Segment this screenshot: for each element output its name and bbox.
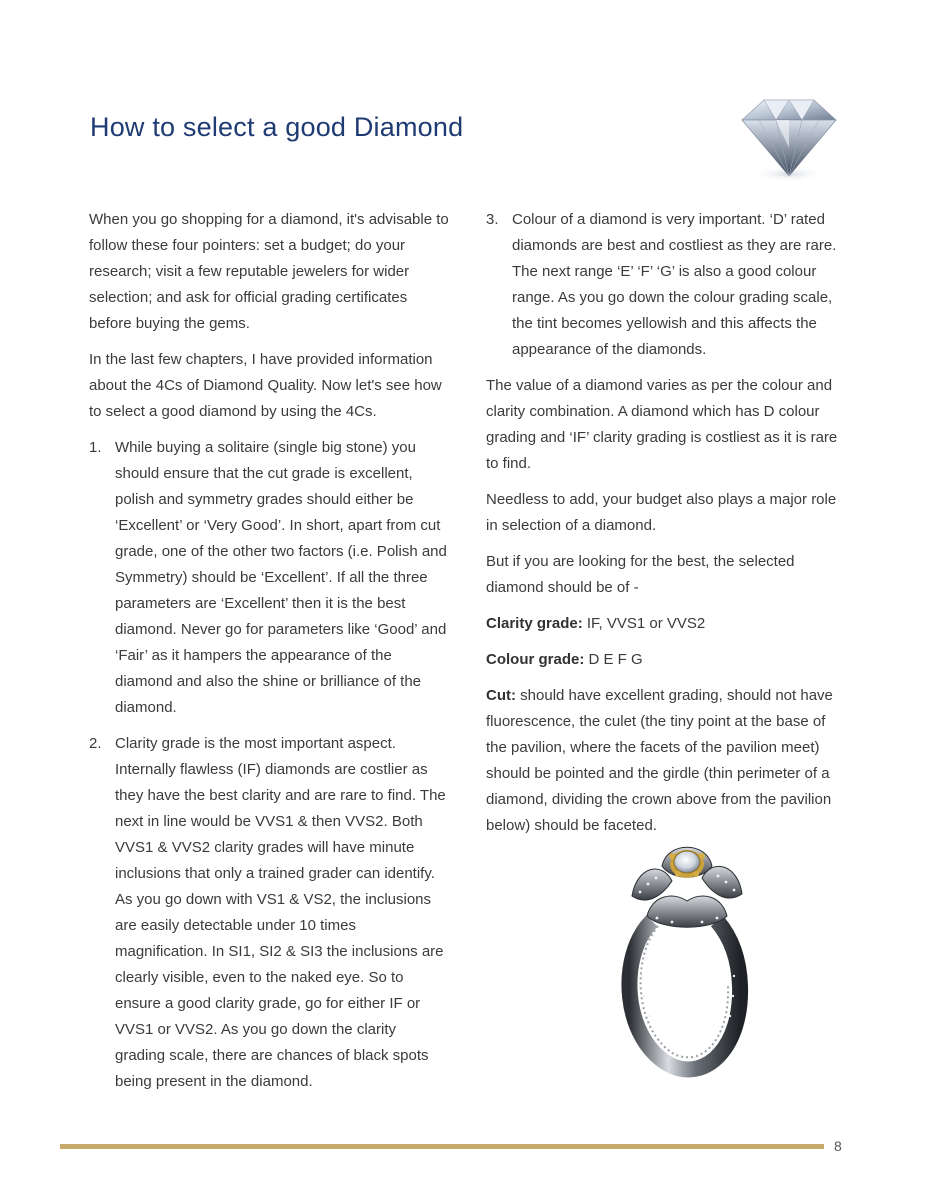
list-item (89, 731, 449, 1095)
colour-spec (486, 647, 846, 673)
clarity-value: IF, VVS1 or VVS2 (582, 615, 706, 632)
page-title: How to select a good Diamond (90, 112, 464, 142)
list-item-number: 3. (486, 211, 499, 228)
list-item (89, 435, 449, 721)
clarity-spec (486, 611, 846, 637)
diamond-icon (734, 88, 844, 198)
list-item-number: 2. (89, 735, 102, 752)
value-paragraph: The value of a diamond varies as per the colour and clarity combination. A diamond which has D colour grading and ‘IF’ clarity grading is costliest as it is rare to find. (486, 377, 838, 472)
page-number: 8 (834, 1138, 842, 1154)
list-item-text: Colour of a diamond is very important. ‘D’ rated diamonds are best and costliest as they are rare. The next range ‘E’ ‘F’ ‘G’ is also a good colour range. As you go down the colour grading scale, the tint becomes yellowish and this affects the appearance of the diamonds. (512, 211, 837, 358)
budget-paragraph: Needless to add, your budget also plays a major role in selection of a diamond. (486, 491, 837, 534)
ring-icon (612, 826, 762, 1081)
clarity-label: Clarity grade: (486, 615, 583, 632)
list-item-text: While buying a solitaire (single big stone) you should ensure that the cut grade is excellent, polish and symmetry grades should either be ‘Excellent’ or ‘Very Good’. In short, apart from cut grade, one of the other two factors (i.e. Polish and Symmetry) should be ‘Excellent’. If all the three parameters are ‘Excellent’ then it is the best diamond. Never go for parameters like ‘Good’ and ‘Fair’ as it hampers the appearance of the diamond and also the shine or brilliance of the diamond. (115, 439, 447, 716)
cut-label: Cut: (486, 687, 516, 704)
cut-spec (486, 683, 846, 839)
list-item (486, 207, 846, 363)
cut-value: should have excellent grading, should not have fluorescence, the culet (the tiny point at the base of the pavilion, where the facets of the pavilion meet) should be pointed and the girdle (thin perimeter of a diamond, dividing the crown above from the pavilion below) should be faceted. (486, 687, 833, 834)
intro-paragraph: When you go shopping for a diamond, it's advisable to follow these four pointers: set a budget; do your research; visit a few reputable jewelers for wider selection; and ask for official grading certificates before buying the gems. (89, 211, 449, 332)
right-column (486, 207, 846, 849)
selection-list (89, 435, 449, 1095)
list-item-number: 1. (89, 439, 102, 456)
list-item-text: Clarity grade is the most important aspect. Internally flawless (IF) diamonds are costlier as they have the best clarity and are rare to find. The next in line would be VVS1 & then VVS2. Both VVS1 & VVS2 clarity grades will have minute inclusions that only a trained grader can identify. As you go down with VS1 & VS2, the inclusions are easily detectable under 10 times magnification. In SI1, SI2 & SI3 the inclusions are clearly visible, even to the naked eye. So to ensure a good clarity grade, go for either IF or VVS1 or VVS2. As you go down the clarity grading scale, there are chances of black spots being present in the diamond. (115, 735, 446, 1090)
left-column (89, 207, 449, 1105)
four-cs-paragraph: In the last few chapters, I have provided information about the 4Cs of Diamond Quality. Now let's see how to select a good diamond by using the 4Cs. (89, 351, 442, 420)
best-paragraph: But if you are looking for the best, the selected diamond should be of - (486, 553, 795, 596)
footer-rule (60, 1144, 824, 1149)
selection-list-continued (486, 207, 846, 363)
colour-value: D E F G (584, 651, 643, 668)
colour-label: Colour grade: (486, 651, 585, 668)
